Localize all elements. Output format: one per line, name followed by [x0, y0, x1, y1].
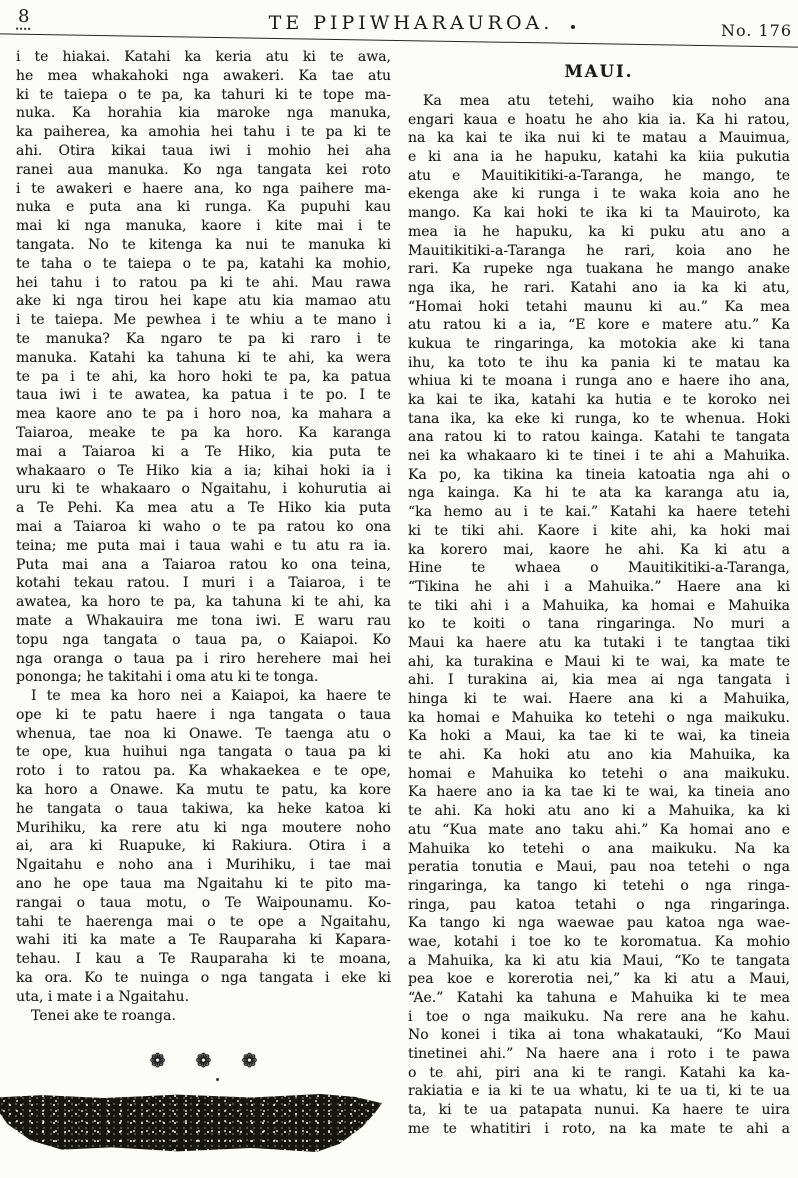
text-line: “Homai hoki tetahi maunu ki au.” Ka mea	[408, 298, 790, 315]
text-line: Murihiku, ka rere atu ki nga moutere noho	[16, 819, 391, 836]
text-line: uru ki te whakaaro o Ngaitahu, i kohurutia ai	[16, 481, 391, 498]
text-line: ka kai te ika, katahi ka hutia e te koroko nei	[408, 392, 790, 408]
text-line: ta, ki te ua patapata nunui. Ka haere te uira	[408, 1102, 790, 1119]
text-line: i te taiepa. Me pewhea i te whiu a te mano i	[16, 312, 391, 329]
text-line: Tenei ake te roanga.	[31, 1007, 176, 1024]
text-line: ano he ope taua ma Ngaitahu ki te pito ma-	[16, 876, 391, 893]
text-line: tehau. I kau a Te Rauparaha ki te moana,	[16, 951, 391, 968]
text-line: o te ahi, piri ana ki te rangi. Katahi ka ka-	[408, 1064, 790, 1081]
ink-blot-decoration	[0, 1094, 382, 1152]
text-line: nga kainga. Ka hi te ata ka karanga atu ia,	[408, 485, 790, 502]
text-line: nuka e puta ana ki runga. Ka pupuhi kau	[16, 199, 391, 216]
rosette-ornaments	[16, 1050, 391, 1072]
text-line: ka korero mai, kaore he ahi. Ka ki atu a	[408, 541, 790, 558]
text-line: Hine te whaea o Mauitikitiki-a-Taranga,	[408, 560, 790, 577]
text-line: ki te taiepa o te pa, ka tahuri ki te tope ma-	[16, 86, 391, 103]
issue-number: No. 176	[720, 21, 792, 40]
right-column-text	[408, 92, 790, 1139]
text-line: Maui ka haere atu ka tutaki i te tangtaa tiki	[408, 634, 790, 651]
text-line: ekenga ake ki runga i te waka koia ano he	[408, 186, 790, 203]
text-line: taua iwi i te awatea, ka patua i te po. I te	[16, 387, 391, 404]
text-line: tinetinei ahi.” Na haere ana i roto i te pawa	[408, 1046, 790, 1063]
text-line: e ki ana ia he hapuku, katahi ka kiia pukutia	[408, 149, 790, 166]
text-line: hei tahu i to ratou pa ki te ahi. Mau rawa	[16, 274, 391, 291]
text-line: nuka. Ka horahia kia maroke nga manuka,	[16, 105, 391, 122]
text-line: ka ora. Ko te nuinga o nga tangata i eke ki	[16, 970, 391, 987]
text-line: atu e Mauitikitiki-a-Taranga, he mango, te	[408, 167, 790, 184]
text-line: Ka mea atu tetehi, waiho kia noho ana	[423, 93, 790, 109]
text-line: manuka. Katahi ka tahuna ki te ahi, ka wera	[16, 349, 391, 366]
text-line: me te whatitiri i roto, na ka mate te ahi a	[408, 1120, 790, 1137]
text-line: te ahi. Ka hoki atu ano kia Mahuika, ka	[408, 747, 790, 764]
text-line: No konei i tika ai tona whakatauki, “Ko Maui	[408, 1027, 790, 1044]
text-line: Ka tango ki nga waewae pau katoa nga wae-	[408, 915, 790, 932]
text-line: peratia tonutia e Maui, pau noa tetehi o nga	[408, 859, 790, 876]
text-line: mai a Taiaroa ki a Te Hiko, kia puta te	[16, 443, 391, 460]
text-line: Ngaitahu e noho ana i Murihiku, i tae mai	[16, 857, 391, 874]
ink-speck	[571, 25, 575, 29]
text-line: Ka haere ano ia ka tae ki te wai, ka tineia ano	[408, 784, 790, 801]
text-line: na ka kai te ika nui ki te matau a Mauimua,	[408, 130, 790, 147]
text-line: topu nga tangata o taua pa, o Kaiapoi. Ko	[16, 631, 391, 648]
text-line: te taha o te taiepa o te pa, katahi ka mohio,	[16, 255, 391, 272]
text-line: tana ika, ka eke ki runga, ko te whenua. Hoki	[408, 410, 790, 427]
text-line: i te awakeri e haere ana, ko nga paihere ma-	[16, 180, 391, 197]
text-line: engari kaua e hoatu he aho kia ia. Ka hi ratou,	[408, 111, 790, 128]
header-rule	[0, 33, 798, 47]
text-line: a Mahuika, ka ki atu kia Maui, “Ko te tangata	[408, 952, 790, 969]
left-column-text	[16, 48, 391, 1025]
text-line: Puta mai ana a Taiaroa ratou ko ona teina,	[16, 556, 391, 573]
text-line: tahi te haerenga mai o te ope a Ngaitahu,	[16, 913, 391, 930]
text-line: ko te koiti o tana ringaringa. No muri a	[408, 616, 790, 633]
text-line: ake ki nga tirou hei kape atu kia mamao atu	[16, 293, 391, 310]
page-number: 8	[18, 6, 31, 27]
rosette-icon: ❁	[149, 1050, 166, 1072]
text-line: ringaringa, ka tango ki tetehi o nga ringa-	[408, 877, 790, 894]
text-line: mea kaore ano te pa i horo noa, ka mahara a	[16, 406, 391, 423]
text-line: uta, i mate i a Ngaitahu.	[16, 988, 190, 1005]
text-line: ringa, pau katoa tetahi o nga ringaringa.	[408, 896, 790, 913]
text-line: nga ika, he rari. Katahi ano ia ka ki atu,	[408, 279, 790, 296]
text-line: te pa i te ahi, ka horo hoki te pa, ka patua	[16, 368, 391, 385]
text-line: hinga ki te wai. Haere ana ki a Mahuika,	[408, 691, 790, 707]
text-line: mea ia he hapuku, ka ki puku atu ano a	[408, 223, 790, 240]
text-line: nei ka whakaaro ki te tinei i te ahi a Mahuika.	[408, 448, 790, 465]
text-line: tangata. No te kitenga ka nui te manuka ki	[16, 236, 391, 253]
text-line: “Ae.” Katahi ka tahuna e Mahuika ki te mea	[408, 990, 790, 1006]
text-line: Taiaroa, meake te pa ka horo. Ka karanga	[16, 424, 391, 441]
text-line: ihu, ka toto te ihu ka pania ki te matau ka	[408, 354, 790, 371]
text-line: Ka po, ka tikina ka tineia katoatia nga ahi o	[408, 466, 790, 483]
text-line: ope ki te patu haere i nga tangata o taua	[16, 706, 391, 723]
text-line: te ope, kua huihui nga tangata o taua pa ki	[16, 744, 391, 761]
text-line: ka horo a Onawe. Ka mutu te patu, ka kore	[16, 782, 391, 799]
rosette-icon: ❁	[195, 1050, 212, 1072]
text-line: Ka hoki a Maui, ka tae ki te wai, ka tineia	[408, 728, 790, 745]
text-line: wae, kotahi i toe ko te koromatua. Ka mohio	[408, 933, 790, 950]
text-line: whakaaro o Te Hiko kia a ia; kihai hoki ia i	[16, 462, 391, 479]
text-line: he tangata o taua takiwa, ka heke katoa ki	[16, 800, 391, 817]
text-line: mai a Taiaroa ki waho o te pa ratou ko ona	[16, 518, 391, 535]
text-line: “ka hemo au i te kai.” Katahi ka haere tetehi	[408, 504, 790, 521]
text-line: te tiki ahi i a Mahuika, ka homai e Mahuika	[408, 597, 790, 614]
text-line: roto i to ratou pa. Ka whakaekea e te ope,	[16, 763, 391, 780]
text-line: mate a Whakauira me tona iwi. E waru rau	[16, 612, 391, 629]
text-line: I te mea ka horo nei a Kaiapoi, ka haere te	[31, 688, 391, 705]
text-line: te manuka? Ka ngaro te pa ki raro i te	[16, 330, 391, 347]
text-line: pononga; he takitahi i oma atu ki te tonga.	[16, 669, 319, 686]
text-line: Mauitikitiki-a-Taranga he rari, koia ano he	[408, 242, 790, 259]
text-line: kukua te ringaringa, ka motokia ake ki tana	[408, 335, 790, 352]
text-line: ahi, ka turakina e Maui ki te wai, ka mate te	[408, 653, 790, 670]
text-line: ka homai e Mahuika ko tetehi o nga maikuku.	[408, 709, 790, 726]
text-line: nga oranga o taua pa i riro herehere mai hei	[16, 650, 391, 667]
text-line: teina; me puta mai i taua wahi e tu atu ra ia.	[16, 537, 391, 554]
text-line: he mea whakahoki nga awakeri. Ka tae atu	[16, 67, 391, 84]
text-line: rakiatia e ia ki te ua whatu, ki te ua ti, ki te ua	[408, 1083, 790, 1100]
text-line: i toe o nga maikuku. Na rere ana he kahu.	[408, 1008, 790, 1025]
ink-speck	[216, 1078, 219, 1081]
text-line: whiua ki te moana i runga ano e haere iho ana,	[408, 373, 790, 390]
text-line: homai e Mahuika ko tetehi o ana maikuku.	[408, 765, 790, 782]
text-line: ahi. Otira kikai taua iwi i mohio hei aha	[16, 142, 391, 159]
text-line: atu “Kua mate ano taku ahi.” Ka homai ano e	[408, 821, 790, 838]
text-line: kotahi tekau ratou. I muri i a Taiaroa, i te	[16, 575, 391, 592]
text-line: whenua, tae noa ki Onawe. Te taenga atu o	[16, 725, 391, 742]
text-line: wahi iti ka mate a Te Rauparaha ki Kapara-	[16, 932, 391, 949]
text-line: ki te tiki ahi. Kaore i kite ahi, ka hoki mai	[408, 522, 790, 539]
text-line: “Tikina he ahi i a Mahuika.” Haere ana ki	[408, 578, 790, 595]
text-line: ana ratou ki to ratou kainga. Katahi te tangata	[408, 429, 790, 446]
text-line: ahi. I turakina ai, kia mea ai nga tangata i	[408, 672, 790, 689]
text-line: a Te Pehi. Ka mea atu a Te Hiko kia puta	[16, 500, 391, 517]
text-line: rangai o taua motu, o Te Waipounamu. Ko-	[16, 894, 391, 911]
text-line: ka paiherea, ka amohia hei tahu i te pa ki te	[16, 124, 391, 141]
text-line: mai ki nga manuka, kaore i kite mai i te	[16, 218, 391, 235]
text-line: rari. Ka rupeke nga tuakana he mango anake	[408, 261, 790, 278]
masthead-title: TE PIPIWHARAUROA.	[268, 12, 554, 34]
text-line: pea koe e korerotia nei,” ka ki atu a Maui,	[408, 971, 790, 988]
text-line: awatea, ka horo te pa, ka tahuna ki te ahi, ka	[16, 594, 391, 611]
right-column	[408, 62, 790, 1139]
rosette-icon: ❁	[241, 1050, 258, 1072]
text-line: mango. Ka kai hoki te ika ki ta Mauiroto, ka	[408, 205, 790, 222]
text-line: Mahuika ko tetehi o ana maikuku. Na ka	[408, 840, 790, 857]
text-line: ranei aua manuka. Ko nga tangata kei roto	[16, 161, 391, 178]
text-line: te ahi. Ka hoki atu ano ki a Mahuika, ka ki	[408, 803, 790, 820]
article-title: MAUI.	[564, 62, 634, 81]
text-line: ai, ara ki Ruapuke, ki Rakiura. Otira i a	[16, 838, 391, 855]
text-line: i te hiakai. Katahi ka keria atu ki te awa,	[16, 49, 391, 65]
text-line: atu ratou ki a ia, “E kore e matere atu.” Ka	[408, 317, 790, 334]
